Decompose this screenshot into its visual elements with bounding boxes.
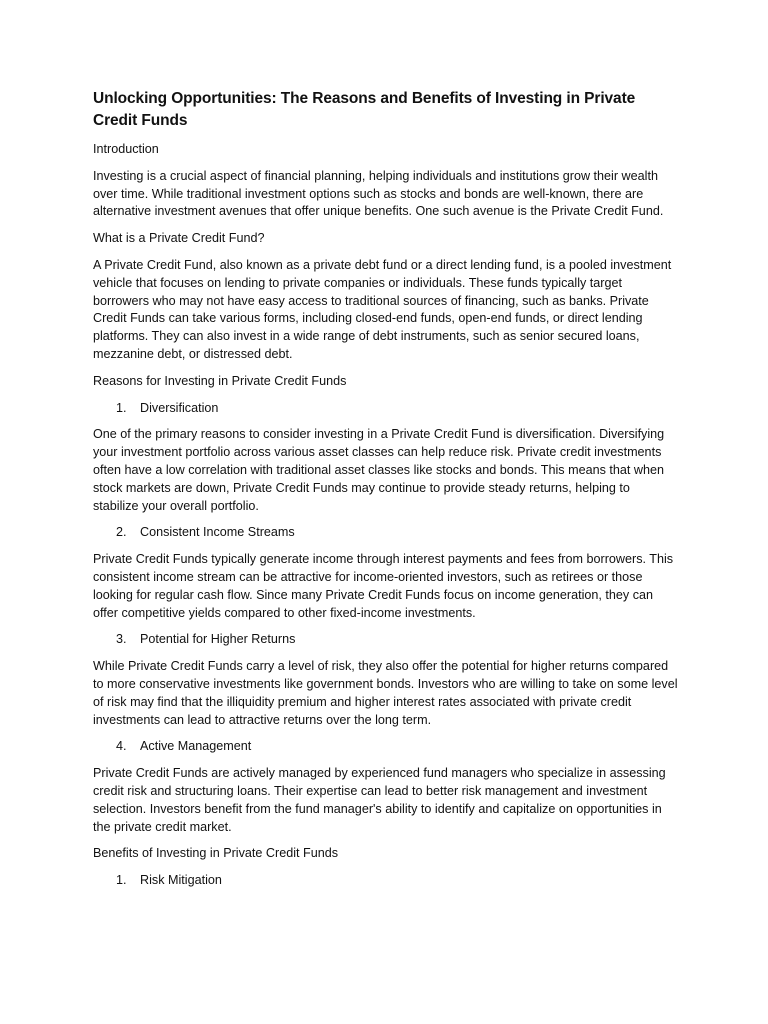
benefits-heading: Benefits of Investing in Private Credit Funds [93,846,339,861]
list-item-title: Active Management [140,739,252,754]
list-item-title: Potential for Higher Returns [140,632,296,647]
list-number: 3. [116,632,127,647]
list-item-title: Risk Mitigation [140,873,222,888]
reason-item-active-management [93,738,678,756]
document-page [93,88,678,899]
reason-item-higher-returns [93,631,678,649]
introduction-heading: Introduction [93,142,159,156]
list-item-title: Consistent Income Streams [140,525,295,540]
what-is-paragraph: A Private Credit Fund, also known as a private debt fund or a direct lending fund, is a pooled investment vehicle that focuses on lending to private companies or individuals. These funds typically target borrowers who may not have easy access to traditional sources of financing, such as banks. Private Credit Funds can take various forms, including closed-end funds, open-end funds, or direct lending platforms. They can also invest in a wide range of debt instruments, such as senior secured loans, mezzanine debt, or distressed debt. [93,257,672,361]
list-number: 1. [116,873,127,888]
what-is-heading: What is a Private Credit Fund? [93,231,265,246]
reason-paragraph-income-streams: Private Credit Funds typically generate income through interest payments and fees from borrowers. This consistent income stream can be attractive for income-oriented investors, such as retirees or those looking for regular cash flow. Since many Private Credit Funds focus on income generation, they can offer competitive yields compared to other fixed-income investments. [93,552,674,620]
list-number: 4. [116,739,127,754]
reason-item-income-streams [93,524,678,542]
list-number: 2. [116,525,127,540]
reason-paragraph-active-management: Private Credit Funds are actively managed by experienced fund managers who specialize in assessing credit risk and structuring loans. Their expertise can lead to better risk management and investment selection. Investors benefit from the fund manager's ability to identify and capitalize on opportunities in the private credit market. [93,766,666,834]
reason-paragraph-higher-returns: While Private Credit Funds carry a level of risk, they also offer the potential for higher returns compared to more conservative investments like government bonds. Investors who are willing to take on some level of risk may find that the illiquidity premium and higher interest rates associated with private credit investments can lead to attractive returns over the long term. [93,659,678,727]
reason-paragraph-diversification: One of the primary reasons to consider investing in a Private Credit Fund is diversification. Diversifying your investment portfolio across various asset classes can help reduce risk. Private credit investments often have a low correlation with traditional asset classes like stocks and bonds. This means that when stock markets are down, Private Credit Funds may continue to provide steady returns, helping to stabilize your overall portfolio. [93,427,665,513]
reason-item-diversification [93,400,678,418]
document-title: Unlocking Opportunities: The Reasons and Benefits of Investing in Private Credit Funds [93,90,636,129]
list-item-title: Diversification [140,400,219,415]
benefit-item-risk-mitigation [93,872,678,890]
list-number: 1. [116,400,127,415]
reasons-heading: Reasons for Investing in Private Credit Funds [93,373,347,388]
introduction-paragraph: Investing is a crucial aspect of financial planning, helping individuals and institutions grow their wealth over time. While traditional investment options such as stocks and bonds are well-known, there are alternative investment avenues that offer unique benefits. One such avenue is the Private Credit Fund. [93,168,664,219]
